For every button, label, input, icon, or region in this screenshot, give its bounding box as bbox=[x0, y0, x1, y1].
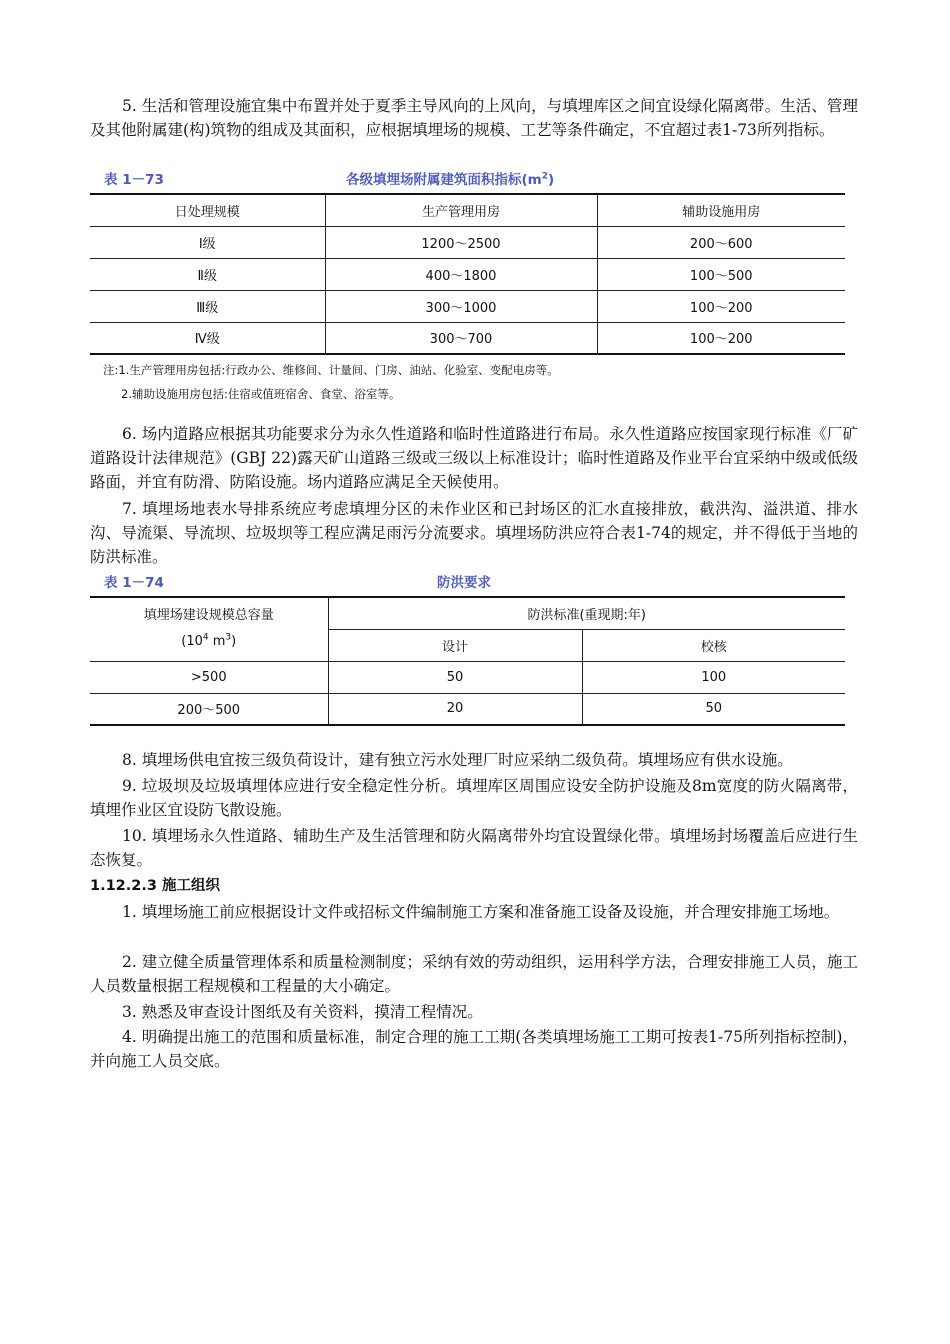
table-row bbox=[90, 322, 845, 354]
paragraph-5: 5. 生活和管理设施宜集中布置并处于夏季主导风向的上风向，与填埋库区之间宜设绿化隔离带。生活、管理及其他附属建(构)筑物的组成及其面积，应根据填埋场的规模、工艺等条件确定，不宜超过表1-73所列指标。 bbox=[90, 97, 858, 139]
table-cell: 400～1800 bbox=[325, 258, 597, 290]
paragraph-7: 7. 填埋场地表水导排系统应考虑填埋分区的未作业区和已封场区的汇水直接排放，截洪沟、溢洪道、排水沟、导流渠、导流坝、垃圾坝等工程应满足雨污分流要求。填埋场防洪应符合表1-74的规定，并不得低于当地的防洪标准。 bbox=[90, 500, 858, 566]
unit-sup-2: 3 bbox=[225, 632, 232, 643]
table-73-header: 生产管理用房 bbox=[325, 194, 597, 226]
table-73-note-1: 注:1.生产管理用房包括:行政办公、维修间、计量间、门房、油站、化验室、变配电房等。 bbox=[103, 363, 559, 377]
paragraph-6: 6. 场内道路应根据其功能要求分为永久性道路和临时性道路进行布局。永久性道路应按国家现行标准《厂矿道路设计法律规范》(GBJ 22)露天矿山道路三级或三级以上标准设计；临时性道路及作业平台宜采纳中级或低级路面，并宜有防滑、防陷设施。场内道路应满足全天候使用。 bbox=[90, 425, 858, 491]
table-74-title: 防洪要求 bbox=[437, 575, 491, 591]
table-cell: 20 bbox=[328, 693, 582, 725]
unit-pre: (10 bbox=[181, 634, 203, 650]
table-cell: 100～200 bbox=[597, 290, 845, 322]
table-cell: 300～700 bbox=[325, 322, 597, 354]
construction-item-4: 4. 明确提出施工的范围和质量标准，制定合理的施工工期(各类填埋场施工工期可按表1-75所列指标控制)，并向施工人员交底。 bbox=[90, 1028, 858, 1070]
table-row bbox=[90, 258, 845, 290]
unit-sup-1: 4 bbox=[202, 632, 209, 643]
table-74-header-scale-label: 填埋场建设规模总容量 bbox=[143, 608, 274, 624]
construction-item-3: 3. 熟悉及审查设计图纸及有关资料，摸清工程情况。 bbox=[122, 1003, 483, 1021]
table-cell: 100～200 bbox=[597, 322, 845, 354]
paragraph-10: 10. 填埋场永久性道路、辅助生产及生活管理和防火隔离带外均宜设置绿化带。填埋场封场覆盖后应进行生态恢复。 bbox=[90, 827, 858, 869]
table-73-title bbox=[346, 168, 554, 188]
table-73-header: 日处理规模 bbox=[90, 194, 325, 226]
table-73 bbox=[90, 193, 845, 355]
table-73-title-end: ) bbox=[548, 172, 555, 188]
construction-item-1: 1. 填埋场施工前应根据设计文件或招标文件编制施工方案和准备施工设备及设施，并合理安排施工场地。 bbox=[122, 903, 840, 921]
table-row bbox=[90, 693, 845, 725]
table-73-note-2: 2.辅助设施用房包括:住宿或值班宿舍、食堂、浴室等。 bbox=[121, 387, 401, 401]
table-cell: 100～500 bbox=[597, 258, 845, 290]
table-cell: 300～1000 bbox=[325, 290, 597, 322]
table-74-header-check: 校核 bbox=[582, 629, 845, 661]
table-row bbox=[90, 661, 845, 693]
unit-post: ) bbox=[231, 634, 237, 650]
table-cell: 200～500 bbox=[90, 693, 328, 725]
paragraph-8: 8. 填埋场供电宜按三级负荷设计，建有独立污水处理厂时应采纳二级负荷。填埋场应有供水设施。 bbox=[122, 751, 793, 769]
table-cell: 50 bbox=[582, 693, 845, 725]
table-74-header-scale bbox=[90, 597, 328, 661]
table-73-title-text: 各级填埋场附属建筑面积指标(m bbox=[346, 172, 542, 188]
table-74 bbox=[90, 596, 845, 726]
table-cell: 200～600 bbox=[597, 226, 845, 258]
table-74-number: 表 1－74 bbox=[104, 575, 164, 591]
section-heading: 1.12.2.3 施工组织 bbox=[90, 878, 221, 894]
table-row bbox=[90, 226, 845, 258]
table-cell: 1200～2500 bbox=[325, 226, 597, 258]
paragraph-9: 9. 垃圾坝及垃圾填埋体应进行安全稳定性分析。填埋库区周围应设安全防护设施及8m宽度的防火隔离带，填埋作业区宜设防飞散设施。 bbox=[90, 777, 858, 819]
table-73-number: 表 1－73 bbox=[104, 172, 164, 188]
table-73-header: 辅助设施用房 bbox=[597, 194, 845, 226]
table-cell: Ⅱ级 bbox=[90, 258, 325, 290]
table-74-header-design: 设计 bbox=[328, 629, 582, 661]
table-cell: Ⅰ级 bbox=[90, 226, 325, 258]
table-73-header-row bbox=[90, 194, 845, 226]
table-row bbox=[90, 290, 845, 322]
table-cell: Ⅲ级 bbox=[90, 290, 325, 322]
table-74-header-scale-unit bbox=[90, 629, 328, 655]
construction-item-2: 2. 建立健全质量管理体系和质量检测制度；采纳有效的劳动组织，运用科学方法，合理安排施工人员，施工人员数量根据工程规模和工程量的大小确定。 bbox=[90, 953, 858, 995]
table-73-title-sup: 2 bbox=[541, 171, 549, 182]
unit-mid: m bbox=[208, 634, 226, 650]
table-cell: Ⅳ级 bbox=[90, 322, 325, 354]
table-cell: 100 bbox=[582, 661, 845, 693]
table-cell: 50 bbox=[328, 661, 582, 693]
table-cell: >500 bbox=[90, 661, 328, 693]
table-74-header-group: 防洪标准(重现期:年) bbox=[328, 597, 845, 629]
table-74-header-row bbox=[90, 597, 845, 629]
